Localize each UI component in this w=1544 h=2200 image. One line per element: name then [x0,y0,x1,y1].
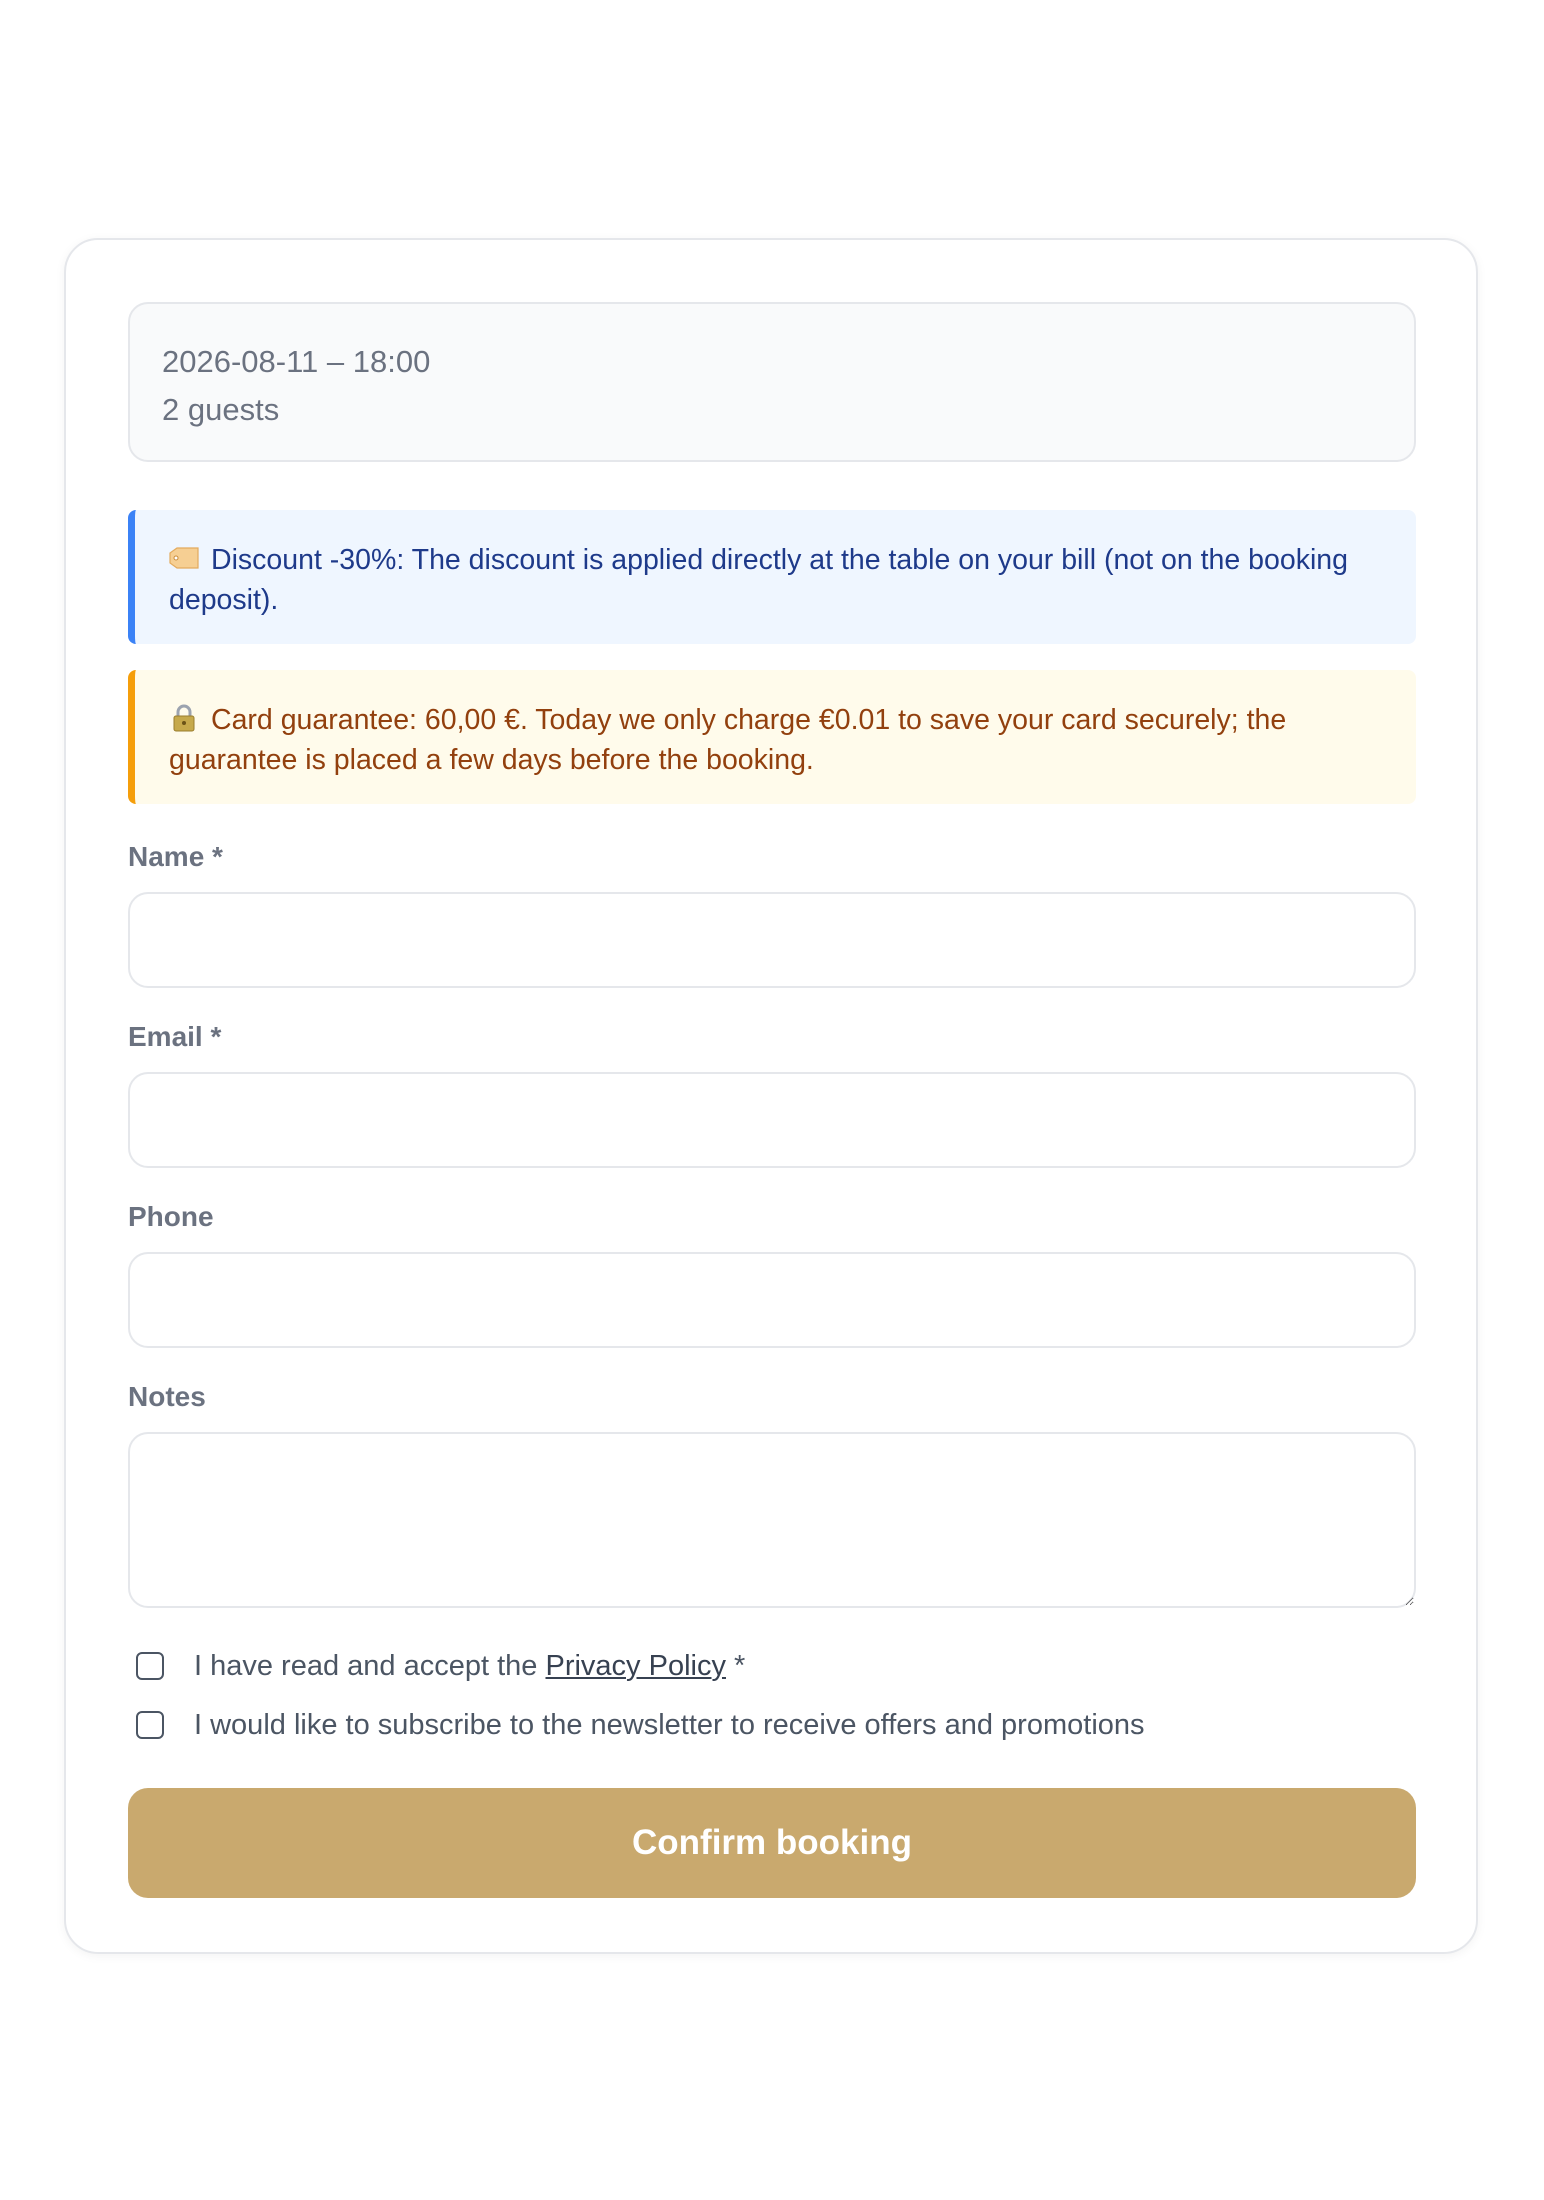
privacy-consent-text [194,1650,745,1683]
name-label: Name * [128,841,223,872]
phone-label: Phone [128,1201,214,1232]
booking-form-card [64,238,1478,1954]
newsletter-consent-text: I would like to subscribe to the newsletter to receive offers and promotions [194,1708,1145,1741]
privacy-required-mark: * [725,1649,746,1682]
discount-notice [128,510,1416,644]
email-label: Email * [128,1021,222,1052]
discount-text: Discount -30%: The discount is applied directly at the table on your bill (not on the booking deposit). [169,544,1348,616]
newsletter-checkbox[interactable] [136,1711,164,1739]
name-input[interactable] [128,892,1416,988]
privacy-consent-row[interactable] [136,1646,745,1686]
tag-icon [169,544,199,572]
guarantee-notice [128,670,1416,804]
notes-textarea[interactable] [128,1432,1416,1608]
confirm-booking-button[interactable] [128,1788,1416,1898]
confirm-booking-label: Confirm booking [632,1823,912,1862]
phone-input[interactable] [128,1252,1416,1348]
booking-summary [128,302,1416,462]
newsletter-consent-row[interactable] [136,1705,1145,1745]
privacy-policy-link[interactable]: Privacy Policy [545,1649,726,1682]
guarantee-text: Card guarantee: 60,00 €. Today we only charge €0.01 to save your card securely; the guarantee is placed a few days before the booking. [169,704,1287,776]
notes-label: Notes [128,1381,206,1412]
privacy-prefix: I have read and accept the [194,1649,546,1682]
booking-datetime: 2026-08-11 – 18:00 [162,344,431,379]
email-input[interactable] [128,1072,1416,1168]
lock-icon [169,704,199,732]
privacy-checkbox[interactable] [136,1652,164,1680]
booking-guests: 2 guests [162,392,280,427]
